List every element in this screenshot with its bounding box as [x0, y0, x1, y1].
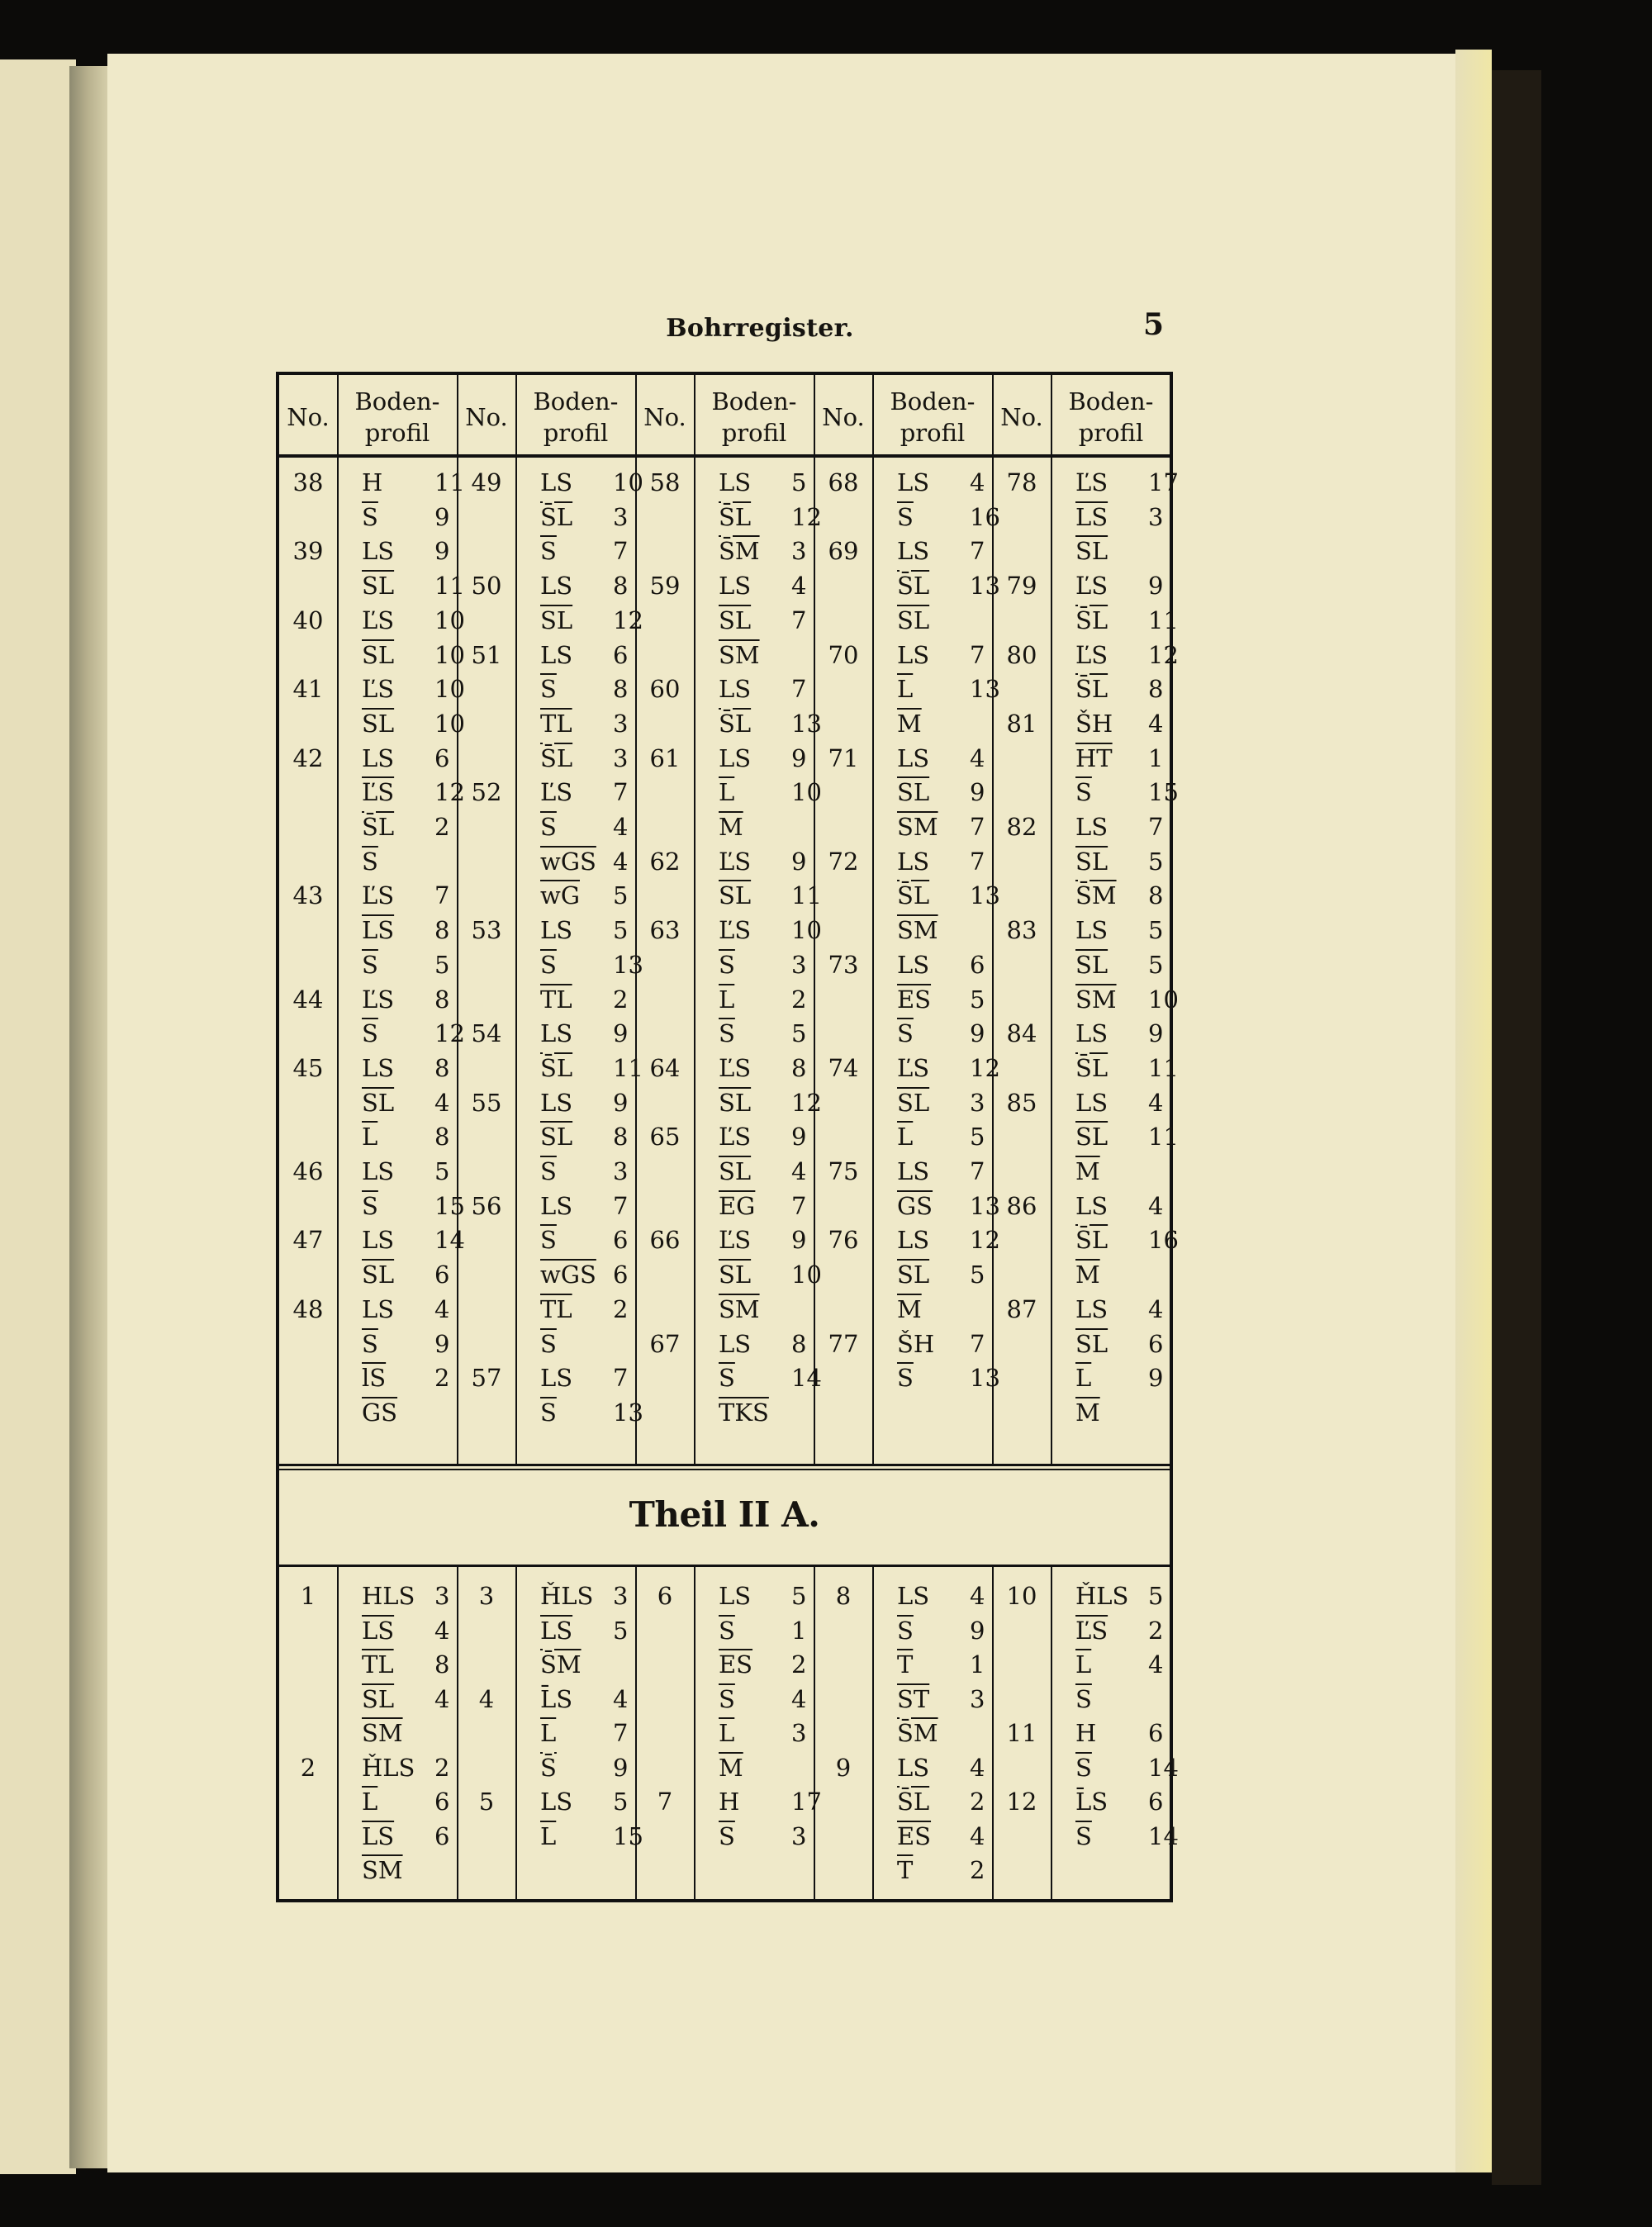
soil-profile-layer: $\overline{SL}$ 9: [897, 778, 985, 807]
soil-profile-layer: S̄L 12: [719, 502, 822, 531]
soil-profile-layer: LS 4: [897, 743, 985, 772]
soil-profile-layer: $\overline{S}$ 13: [897, 1364, 1000, 1393]
entry-number: 49: [471, 468, 502, 496]
soil-profile-layer: $\overline{S}$ 15: [362, 1191, 465, 1220]
soil-profile-layer: LS 8: [362, 1053, 450, 1082]
soil-profile-layer: ĽS 8: [362, 985, 450, 1014]
entry-number: 65: [649, 1123, 681, 1151]
soil-profile-layer: $\overline{ES}$ 4: [897, 1821, 985, 1850]
soil-profile-layer: $\overline{SM}$: [362, 1856, 403, 1884]
entry-number: 61: [649, 743, 681, 772]
soil-profile-layer: $\overline{SL}$ 7: [719, 605, 807, 634]
entry-number: 10: [1006, 1582, 1037, 1610]
entry-number: 81: [1006, 709, 1037, 738]
entry-number: 7: [657, 1788, 673, 1816]
soil-profile-layer: $\overline{ES}$ 5: [897, 985, 985, 1014]
entry-number: 79: [1006, 572, 1037, 601]
soil-profile-layer: $\overline{SM}$: [362, 1719, 403, 1747]
no-divider: [337, 375, 339, 1464]
soil-profile-layer: $\overline{S}$ 9: [362, 502, 450, 531]
soil-profile-layer: $\overline{HT}$ 1: [1075, 743, 1164, 772]
soil-profile-layer: $\overline{S}$: [1075, 1684, 1092, 1713]
soil-profile-layer: LS 7: [540, 1191, 629, 1220]
entry-number: 50: [471, 572, 502, 601]
soil-profile-layer: $\overline{SL}$ 3: [897, 1088, 985, 1117]
entry-number: 2: [300, 1753, 316, 1782]
soil-profile-layer: H 17: [719, 1788, 822, 1816]
book-cover-edge: [1492, 70, 1541, 2185]
page-number: 5: [1143, 307, 1165, 342]
soil-profile-layer: ĽS 10: [362, 675, 465, 704]
running-header: Bohrregister.: [666, 314, 854, 343]
no-divider: [337, 1565, 339, 1899]
soil-profile-layer: $\overline{SL}$ 5: [1075, 847, 1164, 876]
soil-profile-layer: $\overline{T}$ 1: [897, 1650, 985, 1679]
no-divider: [515, 375, 517, 1464]
entry-number: 70: [828, 640, 859, 669]
soil-profile-layer: ĽS 9: [719, 847, 807, 876]
column-divider: [457, 1565, 458, 1899]
soil-profile-layer: $\overline{SL}$ 5: [1075, 950, 1164, 979]
soil-profile-layer: ĽS 8: [719, 1053, 807, 1082]
soil-profile-layer: $\overline{SL}$: [1075, 537, 1108, 566]
soil-profile-layer: HLS 3: [362, 1582, 450, 1610]
header-bodenprofil: Boden- profil: [711, 387, 797, 447]
soil-profile-layer: $\overline{S}$ 14: [1075, 1821, 1179, 1850]
soil-profile-layer: S̄L 8: [1075, 675, 1164, 704]
no-divider: [694, 1565, 695, 1899]
soil-profile-layer: LS 12: [897, 1226, 1000, 1255]
soil-profile-layer: $\overline{S}$ 14: [719, 1364, 822, 1393]
soil-profile-layer: $\overline{S}$ 9: [897, 1616, 985, 1645]
soil-profile-layer: $\overline{SL}$ 10: [362, 709, 465, 738]
entry-number: 6: [657, 1582, 673, 1610]
header-no: No.: [1000, 403, 1043, 431]
header-bodenprofil: Boden- profil: [1068, 387, 1154, 447]
soil-profile-layer: S̄L 16: [1075, 1226, 1179, 1255]
soil-profile-layer: $\overline{M}$: [897, 709, 922, 738]
header-bodenprofil: Boden- profil: [890, 387, 976, 447]
soil-profile-layer: S̄M: [897, 1719, 938, 1747]
entry-number: 75: [828, 1157, 859, 1185]
soil-profile-layer: LS 5: [1075, 916, 1164, 945]
soil-profile-layer: LS 7: [897, 537, 985, 566]
soil-profile-layer: LS 6: [362, 743, 450, 772]
soil-profile-layer: LS 4: [362, 1294, 450, 1323]
soil-profile-layer: LS 10: [540, 468, 643, 496]
soil-profile-layer: $\overline{SL}$ 11: [1075, 1123, 1179, 1151]
soil-profile-layer: $\overline{S}$ 13: [540, 1398, 643, 1427]
soil-profile-layer: ĽS 9: [719, 1226, 807, 1255]
entry-number: 39: [292, 537, 324, 566]
soil-profile-layer: $\overline{S}$ 15: [1075, 778, 1179, 807]
soil-profile-layer: ĽS 12: [897, 1053, 1000, 1082]
entry-number: 80: [1006, 640, 1037, 669]
soil-profile-layer: LS 4: [1075, 1088, 1164, 1117]
soil-profile-layer: LS 7: [897, 640, 985, 669]
soil-profile-layer: $\overline{SL}$ 11: [362, 572, 465, 601]
soil-profile-layer: $\overline{L}$ 5: [897, 1123, 985, 1151]
soil-profile-layer: LS 4: [719, 572, 807, 601]
soil-profile-layer: $\overline{S}$ 5: [719, 1019, 807, 1048]
soil-profile-layer: ĽS 17: [1075, 468, 1179, 496]
soil-profile-layer: $\overline{L}$ 8: [362, 1123, 450, 1151]
soil-profile-layer: LS 9: [362, 537, 450, 566]
entry-number: 73: [828, 950, 859, 979]
no-divider: [872, 375, 874, 1464]
soil-profile-layer: $\overline{ĽS}$ 2: [1075, 1616, 1164, 1645]
soil-profile-layer: S̄L 11: [540, 1053, 643, 1082]
soil-profile-layer: ĽS 9: [1075, 572, 1164, 601]
soil-profile-layer: LS 6: [897, 950, 985, 979]
soil-profile-layer: $\overline{wG}$ 5: [540, 881, 629, 910]
soil-profile-layer: $\overline{wGS}$ 6: [540, 1261, 629, 1289]
no-divider: [872, 1565, 874, 1899]
soil-profile-layer: ĽS 9: [719, 1123, 807, 1151]
entry-number: 78: [1006, 468, 1037, 496]
entry-number: 12: [1006, 1788, 1037, 1816]
soil-profile-layer: $\overline{SL}$ 10: [362, 640, 465, 669]
soil-profile-layer: S̄L 11: [1075, 1053, 1179, 1082]
soil-profile-layer: $\overline{LS}$ 6: [362, 1821, 450, 1850]
soil-profile-layer: $\overline{SM}$: [719, 640, 760, 669]
entry-number: 86: [1006, 1191, 1037, 1220]
soil-profile-layer: L̄S 4: [540, 1684, 629, 1713]
soil-profile-layer: $\overline{SL}$ 4: [719, 1157, 807, 1185]
soil-profile-layer: S̄M: [540, 1650, 582, 1679]
entry-number: 59: [649, 572, 681, 601]
book-gutter: [69, 66, 109, 2168]
entry-number: 77: [828, 1329, 859, 1358]
soil-profile-layer: S̄L 2: [897, 1788, 985, 1816]
soil-profile-layer: $\overline{S}$ 4: [719, 1684, 807, 1713]
soil-profile-layer: LS 4: [897, 468, 985, 496]
soil-profile-layer: LS 4: [897, 1753, 985, 1782]
soil-profile-layer: $\overline{LS}$ 5: [540, 1616, 629, 1645]
soil-profile-layer: LS 9: [540, 1019, 629, 1048]
entry-number: 45: [292, 1053, 324, 1082]
soil-profile-layer: LS 9: [719, 743, 807, 772]
entry-number: 44: [292, 985, 324, 1014]
left-page-edge: [0, 59, 76, 2174]
entry-number: 82: [1006, 813, 1037, 841]
soil-profile-layer: L̄S 6: [1075, 1788, 1164, 1816]
soil-profile-layer: ĽS 10: [362, 605, 465, 634]
soil-profile-layer: H 11: [362, 468, 465, 496]
entry-number: 52: [471, 778, 502, 807]
entry-number: 71: [828, 743, 859, 772]
soil-profile-layer: $\overline{SL}$ 6: [1075, 1329, 1164, 1358]
entry-number: 4: [478, 1684, 495, 1713]
soil-profile-layer: $\overline{S}$ 4: [540, 813, 629, 841]
soil-profile-layer: $\overline{TL}$ 2: [540, 985, 629, 1014]
entry-number: 58: [649, 468, 681, 496]
entry-number: 67: [649, 1329, 681, 1358]
entry-number: 3: [478, 1582, 495, 1610]
soil-profile-layer: $\overline{SL}$ 8: [540, 1123, 629, 1151]
section-rule-top-b: [279, 1469, 1170, 1470]
soil-profile-layer: ŠH 7: [897, 1329, 985, 1358]
entry-number: 85: [1006, 1088, 1037, 1117]
entry-number: 41: [292, 675, 324, 704]
soil-profile-layer: $\overline{L}$ 15: [540, 1821, 643, 1850]
column-divider: [814, 1565, 815, 1899]
soil-profile-layer: $\overline{M}$: [1075, 1398, 1100, 1427]
header-bodenprofil: Boden- profil: [533, 387, 619, 447]
soil-profile-layer: S̄L 3: [540, 502, 629, 531]
soil-profile-layer: ȞLS 5: [1075, 1582, 1164, 1610]
soil-profile-layer: LS 5: [719, 1582, 807, 1610]
soil-profile-layer: $\overline{SM}$ 10: [1075, 985, 1179, 1014]
entry-number: 1: [300, 1582, 316, 1610]
soil-profile-layer: LS 5: [362, 1157, 450, 1185]
soil-profile-layer: $\overline{S}$ 8: [540, 675, 629, 704]
soil-profile-layer: $\overline{L}$ 7: [540, 1719, 629, 1747]
soil-profile-layer: LS 7: [897, 1157, 985, 1185]
soil-profile-layer: LS 5: [540, 1788, 629, 1816]
soil-profile-layer: S̄M 3: [719, 537, 807, 566]
soil-profile-layer: LS 8: [719, 1329, 807, 1358]
soil-profile-layer: $\overline{L}$ 6: [362, 1788, 450, 1816]
entry-number: 9: [835, 1753, 852, 1782]
soil-profile-layer: S̄L 3: [540, 743, 629, 772]
soil-profile-layer: $\overline{S}$: [362, 847, 378, 876]
soil-profile-layer: $\overline{S}$ 3: [719, 950, 807, 979]
soil-profile-layer: $\overline{SL}$ 5: [897, 1261, 985, 1289]
bore-register-table: [276, 372, 1179, 1902]
entry-number: 47: [292, 1226, 324, 1255]
soil-profile-layer: $\overline{T}$ 2: [897, 1856, 985, 1884]
no-divider: [515, 1565, 517, 1899]
soil-profile-layer: $\overline{M}$: [1075, 1157, 1100, 1185]
soil-profile-layer: $\overline{M}$: [719, 1753, 743, 1782]
soil-profile-layer: $\overline{S}$ 14: [1075, 1753, 1179, 1782]
no-divider: [694, 375, 695, 1464]
entry-number: 74: [828, 1053, 859, 1082]
entry-number: 87: [1006, 1294, 1037, 1323]
soil-profile-layer: $\overline{SM}$: [897, 916, 938, 945]
soil-profile-layer: LS 7: [540, 1364, 629, 1393]
entry-number: 56: [471, 1191, 502, 1220]
soil-profile-layer: $\overline{L}$ 13: [897, 675, 1000, 704]
entry-number: 53: [471, 916, 502, 945]
entry-number: 57: [471, 1364, 502, 1393]
soil-profile-layer: $\overline{M}$: [897, 1294, 922, 1323]
header-no: No.: [465, 403, 508, 431]
section-rule-top: [279, 1464, 1170, 1466]
soil-profile-layer: $\overline{SL}$ 12: [719, 1088, 822, 1117]
entry-number: 48: [292, 1294, 324, 1323]
entry-number: 64: [649, 1053, 681, 1082]
soil-profile-layer: LS 5: [719, 468, 807, 496]
soil-profile-layer: $\overline{TL}$ 8: [362, 1650, 450, 1679]
entry-number: 69: [828, 537, 859, 566]
soil-profile-layer: S̄M 8: [1075, 881, 1164, 910]
soil-profile-layer: $\overline{S}$ 3: [540, 1157, 629, 1185]
soil-profile-layer: $\overline{wGS}$ 4: [540, 847, 629, 876]
soil-profile-layer: H 6: [1075, 1719, 1164, 1747]
soil-profile-layer: $\overline{LS}$ 8: [362, 916, 450, 945]
entry-number: 68: [828, 468, 859, 496]
soil-profile-layer: LS 14: [362, 1226, 465, 1255]
soil-profile-layer: ĽS 10: [719, 916, 822, 945]
soil-profile-layer: LS 4: [1075, 1191, 1164, 1220]
header-no: No.: [643, 403, 686, 431]
soil-profile-layer: $\overline{S}$ 6: [540, 1226, 629, 1255]
header-bodenprofil: Boden- profil: [354, 387, 440, 447]
soil-profile-layer: $\overline{GS}$ 13: [897, 1191, 1000, 1220]
entry-number: 63: [649, 916, 681, 945]
soil-profile-layer: S̄L 11: [1075, 605, 1179, 634]
entry-number: 46: [292, 1157, 324, 1185]
soil-profile-layer: LS 5: [540, 916, 629, 945]
soil-profile-layer: $\overline{SL}$ 4: [362, 1088, 450, 1117]
soil-profile-layer: LS 8: [540, 572, 629, 601]
entry-number: 66: [649, 1226, 681, 1255]
section-rule-bottom: [279, 1565, 1170, 1567]
soil-profile-layer: $\overline{L}$ 3: [719, 1719, 807, 1747]
soil-profile-layer: $\overline{S}$ 13: [540, 950, 643, 979]
soil-profile-layer: $\overline{LS}$ 3: [1075, 502, 1164, 531]
soil-profile-layer: $\overline{EG}$ 7: [719, 1191, 807, 1220]
entry-number: 38: [292, 468, 324, 496]
soil-profile-layer: $\overline{S}$ 9: [897, 1019, 985, 1048]
soil-profile-layer: $\overline{S}$ 7: [540, 537, 629, 566]
soil-profile-layer: $\overline{S}$ 3: [719, 1821, 807, 1850]
soil-profile-layer: $\overline{ĽS}$ 12: [362, 778, 465, 807]
soil-profile-layer: LS 9: [540, 1088, 629, 1117]
soil-profile-layer: $\overline{S}$: [540, 1329, 557, 1358]
soil-profile-layer: $\overline{SL}$ 11: [719, 881, 822, 910]
soil-profile-layer: $\overline{S}$ 12: [362, 1019, 465, 1048]
entry-number: 83: [1006, 916, 1037, 945]
section-title: Theil II A.: [629, 1494, 820, 1535]
soil-profile-layer: ȞLS 3: [540, 1582, 629, 1610]
soil-profile-layer: $\overline{L}$ 9: [1075, 1364, 1164, 1393]
header-no: No.: [287, 403, 330, 431]
entry-number: 76: [828, 1226, 859, 1255]
entry-number: 5: [478, 1788, 495, 1816]
soil-profile-layer: $\overline{S}$ 9: [362, 1329, 450, 1358]
soil-profile-layer: $\overline{L}$ 2: [719, 985, 807, 1014]
soil-profile-layer: $\overline{SL}$ 6: [362, 1261, 450, 1289]
soil-profile-layer: S̄L 13: [897, 572, 1000, 601]
entry-number: 40: [292, 605, 324, 634]
no-divider: [1051, 1565, 1052, 1899]
entry-number: 55: [471, 1088, 502, 1117]
soil-profile-layer: $\overline{M}$: [1075, 1261, 1100, 1289]
soil-profile-layer: S̄ 9: [540, 1753, 629, 1782]
entry-number: 84: [1006, 1019, 1037, 1048]
soil-profile-layer: $\overline{S}$ 1: [719, 1616, 807, 1645]
soil-profile-layer: ĽS 12: [1075, 640, 1179, 669]
soil-profile-layer: $\overline{SL}$ 10: [719, 1261, 822, 1289]
soil-profile-layer: S̄L 13: [897, 881, 1000, 910]
soil-profile-layer: LS 7: [1075, 813, 1164, 841]
entry-number: 72: [828, 847, 859, 876]
soil-profile-layer: $\overline{SM}$: [719, 1294, 760, 1323]
soil-profile-layer: $\overline{L}$ 4: [1075, 1650, 1164, 1679]
entry-number: 43: [292, 881, 324, 910]
entry-number: 54: [471, 1019, 502, 1048]
entry-number: 42: [292, 743, 324, 772]
entry-number: 11: [1006, 1719, 1037, 1747]
soil-profile-layer: $\overline{lS}$ 2: [362, 1364, 450, 1393]
soil-profile-layer: LS 4: [897, 1582, 985, 1610]
soil-profile-layer: LS 9: [1075, 1019, 1164, 1048]
soil-profile-layer: ĽS 7: [362, 881, 450, 910]
soil-profile-layer: ŠH 4: [1075, 709, 1164, 738]
soil-profile-layer: $\overline{ST}$ 3: [897, 1684, 985, 1713]
soil-profile-layer: LS 7: [897, 847, 985, 876]
entry-number: 60: [649, 675, 681, 704]
soil-profile-layer: $\overline{L}$ 10: [719, 778, 822, 807]
soil-profile-layer: LS 7: [719, 675, 807, 704]
soil-profile-layer: $\overline{S}$ 16: [897, 502, 1000, 531]
soil-profile-layer: $\overline{GS}$: [362, 1398, 398, 1427]
soil-profile-layer: $\overline{S}$ 5: [362, 950, 450, 979]
soil-profile-layer: ĽS 7: [540, 778, 629, 807]
soil-profile-layer: $\overline{ES}$ 2: [719, 1650, 807, 1679]
soil-profile-layer: $\overline{LS}$ 4: [362, 1616, 450, 1645]
entry-number: 62: [649, 847, 681, 876]
header-no: No.: [822, 403, 865, 431]
soil-profile-layer: $\overline{SL}$: [897, 605, 930, 634]
soil-profile-layer: LS 4: [1075, 1294, 1164, 1323]
soil-profile-layer: $\overline{TL}$ 3: [540, 709, 629, 738]
soil-profile-layer: $\overline{SL}$ 12: [540, 605, 643, 634]
soil-profile-layer: $\overline{SM}$ 7: [897, 813, 985, 841]
soil-profile-layer: ȞLS 2: [362, 1753, 450, 1782]
soil-profile-layer: $\overline{SL}$ 4: [362, 1684, 450, 1713]
soil-profile-layer: LS 6: [540, 640, 629, 669]
soil-profile-layer: S̄L 13: [719, 709, 822, 738]
soil-profile-layer: $\overline{TL}$ 2: [540, 1294, 629, 1323]
soil-profile-layer: $\overline{M}$: [719, 813, 743, 841]
soil-profile-layer: $\overline{TKS}$: [719, 1398, 769, 1427]
entry-number: 8: [835, 1582, 852, 1610]
no-divider: [1051, 375, 1052, 1464]
header-rule-lower: [279, 456, 1170, 458]
entry-number: 51: [471, 640, 502, 669]
soil-profile-layer: S̄L 2: [362, 813, 450, 841]
page-edges: [1455, 50, 1492, 2172]
